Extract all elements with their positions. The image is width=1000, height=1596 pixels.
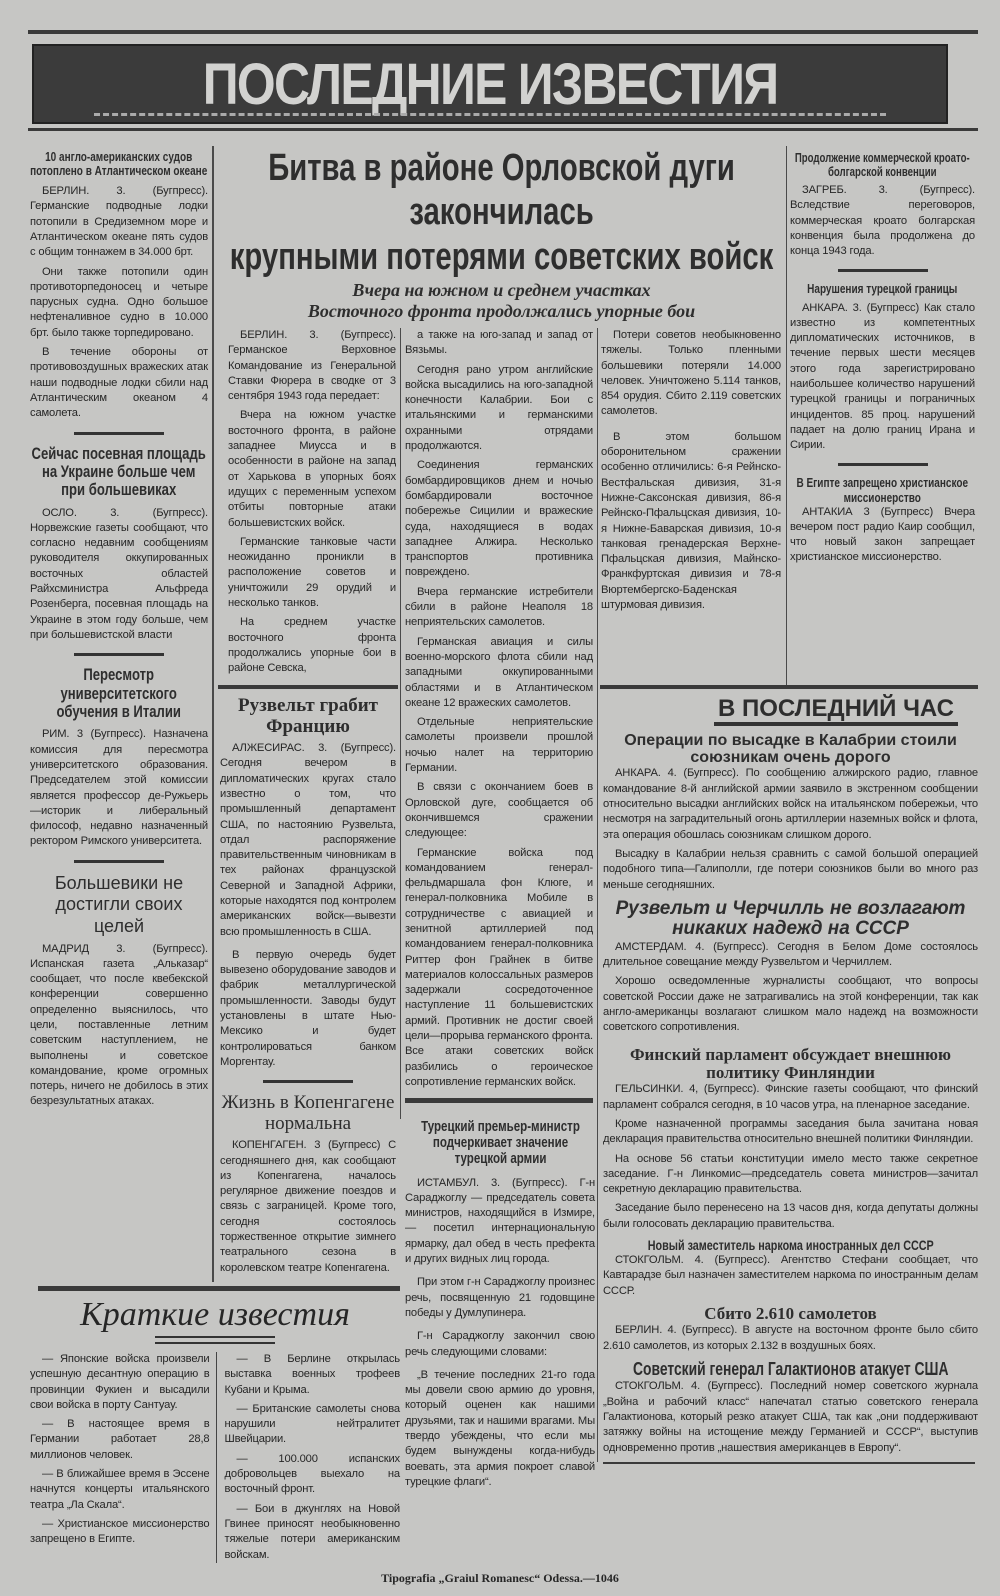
paragraph: Потери советов необыкновенно тяжелы. Только пленными большевики потеряли 14.000 человек. Уничтожено 5.114 танков, 854 орудия. Сбито 2.119 советских самолетов. <box>601 329 781 418</box>
brief-item: — В Берлине открылась выставка военных трофеев Кубани и Крыма. <box>224 1353 400 1396</box>
right-column <box>790 152 975 566</box>
brief-news-title: Краткие известия <box>80 1296 350 1333</box>
column-divider <box>597 328 598 1462</box>
main-headline-line-1: Битва в районе Орловской дуги закончилась <box>268 147 735 233</box>
paragraph: Отдельные неприятельские самолеты произвели прошлой ночью налет на территорию Германии. <box>405 716 593 775</box>
article-egypt-missionaries <box>790 476 975 565</box>
brief-item: — 100.000 испанских добровольцев выехало на восточный фронт. <box>224 1452 400 1496</box>
headline: Рузвельт грабит Францию <box>238 695 378 737</box>
paragraph: АЛЖЕСИРАС. 3. (Бугпресс). Сегодня вечером в дипломатических кругах стало известно о том, что промышленный департамент США, по настоянию Рузвельта, отдал распоряжение правительственным чиновникам в тех районах французской Северной и Западной Африки, которые находятся под контролем американских войск—вывезти всю промышленность в США. <box>220 742 396 938</box>
main-column-2 <box>405 328 593 1111</box>
separator <box>405 1098 593 1103</box>
paragraph: Хорошо осведомленные журналисты сообщают, что вопросы советской России даже не затрагивались на этой конференции, так как англо-американцы возлагают слишком мало надежд на возможности советского сопротивления. <box>603 975 978 1034</box>
headline: Жизнь в Копенгагене нормальна <box>221 1092 395 1134</box>
section-rule <box>218 685 398 689</box>
paragraph: Г-н Сараджоглу закончил свою речь следующими словами: <box>405 1330 595 1358</box>
brief-column-2 <box>225 1352 401 1563</box>
article-copenhagen <box>220 1093 396 1276</box>
paragraph: ОСЛО. 3. (Бугпресс). Норвежские газеты сообщают, что согласно недавним сообщениям руководителя оккупированных восточных областей Райхсминистра Альфреда Розенберга, посевная площадь на Украине в этом году больше, чем при большевистской власти <box>30 506 208 641</box>
headline: Продолжение коммерческой кроато-болгарской конвенции <box>795 151 970 179</box>
paragraph: БЕРЛИН. 3. (Бугпресс). Германские подводные лодки потопили в Средиземном море и Атлантическом океане пять судов с общим тоннажем в 34.000 брт. <box>30 185 208 259</box>
bottom-rule <box>603 1462 975 1464</box>
left-column <box>30 150 208 1110</box>
paragraph: АНКАРА. 4. (Бугпресс). По сообщению алжирского радио, главное командование 8-й английской армии заявило в экстренном сообщении относительно высадки английских войск на итальянском побережьи, что несмотря на заградительный огонь артиллерии наземных войск и флота, эта операция обошлась союзникам слишком дорого. <box>603 767 978 841</box>
paragraph: АМСТЕРДАМ. 4. (Бугпресс). Сегодня в Белом Доме состоялось длительное совещание между Рузвельтом и Черчиллем. <box>603 940 978 969</box>
headline: Сейчас посевная площадь на Украине больше чем при большевиках <box>31 443 207 500</box>
paragraph: ЗАГРЕБ. 3. (Бугпресс). Вследствие переговоров, коммерческая кроато болгарская конвенция была продолжена до конца 1943 года. <box>790 184 975 258</box>
article-roosevelt-france <box>220 696 396 1070</box>
main-column-1 <box>228 328 396 677</box>
paragraph: БЕРЛИН. 3. (Бугпресс). Германское Верховное Командование из Генеральной Ставки Фюрера в сводке от 3 сентября 1943 года передает: <box>228 329 396 403</box>
headline: Нарушения турецкой границы <box>807 281 958 297</box>
article-new-deputy-commissar <box>603 1238 978 1299</box>
paragraph: СТОКГОЛЬМ. 4. (Бугпресс). Последний номер советского журнала „Война и рабочий класс“ напечатал статью советского генерала Галактионова, который резко атакует США, так как „они поддерживают затяжку войны на истощение между Германией и СССР“, выступив одновременно против „нашествия американцев в Европу“. <box>603 1380 978 1454</box>
column-divider <box>212 146 214 1282</box>
turkish-premier-column <box>405 1119 595 1490</box>
article-planes-downed <box>603 1305 978 1354</box>
paragraph: „В течение последних 21-го года мы довели свою армию до уровня, который оценен как нашими друзьями, так и нашими врагами. Мы твердо убеждены, что если мы будем вынуждены когда-нибудь воевать, эта армия покроет славой турецкие флаги“. <box>405 1368 595 1488</box>
paragraph: СТОКГОЛЬМ. 4. (Бугпресс). Агентство Стефани сообщает, что Кавтарадзе был назначен заместителем наркома по иностранным делам СССР. <box>603 1254 978 1297</box>
article-galaktionov <box>603 1360 978 1456</box>
masthead-title: ПОСЛЕДНИЕ ИЗВЕСТИЯ <box>202 51 778 117</box>
paragraph: Германские танковые части неожиданно проникли в расположение советов и уничтожили 29 орудий и несколько танков. <box>228 535 396 610</box>
paragraph: На основе 56 статьи конституции имело место также секретное заседание. Г-н Линкомис—председатель совета министров—зачитал секретную декларацию правительства. <box>603 1152 978 1196</box>
headline: Операции по высадке в Калабрии стоили союзникам очень дорого <box>624 731 957 767</box>
section-rule <box>600 685 978 689</box>
separator <box>74 432 164 435</box>
paragraph: Кроме назначенной программы заседания была зачитана новая декларация правительства относительно внешней политики Финляндии. <box>603 1117 978 1146</box>
paragraph: Германская авиация и силы военно-морского флота сбили над западными оккупированными областями и в Атлантическом океане 12 вражеских самолетов. <box>405 635 593 709</box>
brief-top-rule <box>38 1286 400 1291</box>
paragraph: а также на юго-запад и запад от Вязьмы. <box>405 329 593 357</box>
paragraph: Сегодня рано утром английские войска высадились на юго-западной конечности Калабрии. Бои с итальянскими и германскими охранными отрядами продолжаются. <box>405 363 593 453</box>
paragraph: Соединения германских бомбардировщиков днем и ночью бомбардировали восточное побережье Сицилии и вражеские суда, находящиеся в водах западнее Алжира. Несколько транспортов противника повреждено. <box>405 459 593 579</box>
brief-column-1 <box>30 1352 217 1563</box>
brief-item: — В настоящее время в Германии работает 28,8 миллионов человек. <box>30 1418 210 1461</box>
paragraph: В этом большом оборонительном сражении особенно отличились: 6-я Рейнско-Вестфальская дивизия, 31-я Нижне-Саксонская дивизия, 86-я Рейнско-Пфальцская дивизия, 10-я Нижне-Баварская дивизия, 10-я танковая гренадерская Верхне-Пфальцская дивизия, Майнско-Франкфуртская дивизия и 78-я Вюртембергско-Баденская штурмовая дивизия. <box>601 430 781 612</box>
headline: Турецкий премьер-министр подчеркивает значение турецкой армии <box>420 1118 580 1168</box>
paragraph: В связи с окончанием боев в Орловской дуге, сообщается об окончившемся сражении следующее: <box>405 781 593 840</box>
headline: В Египте запрещено христианское миссионерство <box>796 475 969 505</box>
brief-item: — Японские войска произвели успешную десантную операцию в провинции Фукиен и высадили свои войска в порту Сантуау. <box>30 1353 210 1411</box>
paragraph: ИСТАМБУЛ. 3. (Бугпресс). Г-н Сараджоглу — председатель совета министров, находящийся в Измире,— посетил интернациональную ярмарку, дал обед в честь префекта и других видных лиц города. <box>405 1176 595 1266</box>
headline: 10 англо-американских судов потоплено в Атлантическом океане <box>30 149 208 179</box>
paragraph: Заседание было перенесено на 13 часов дня, когда депутаты должны были голосовать декларацию правительства. <box>603 1202 978 1230</box>
paragraph: АНТАКИА 3 (Бугпресс) Вчера вечером пост радио Каир сообщил, что новый закон запрещает христианское миссионерство. <box>790 505 975 564</box>
masthead-bottom-rule <box>28 128 978 131</box>
headline: Финский парламент обсуждает внешнюю политику Финляндии <box>629 1044 952 1082</box>
title-underline <box>155 1336 275 1344</box>
article-roosevelt-churchill <box>603 899 978 1036</box>
headline: Новый заместитель наркома иностранных дел СССР <box>647 1237 934 1254</box>
main-subhead-line-2: Восточного фронта продолжались упорные бои <box>307 301 696 321</box>
brief-item: — Христианское миссионерство запрещено в Египте. <box>30 1517 210 1546</box>
paragraph: ГЕЛЬСИНКИ. 4, (Бугпресс). Финские газеты сообщают, что финский парламент собрался сегодня, в 10 часов утра, на пленарное заседание. <box>603 1083 978 1111</box>
brief-item: — Британские самолеты снова нарушили нейтралитет Швейцарии. <box>224 1402 400 1446</box>
paragraph: МАДРИД 3. (Бугпресс). Испанская газета „Альказар“ сообщает, что после квебекской конференции совершенно определенно выяснилось, что цели, поставленные летним советским наступлением, не выполнены и советское командование, кроме огромных потерь, ничего не добилось в этих безрезультатных атаках. <box>30 942 208 1108</box>
article-ukraine-sown-area <box>30 445 208 644</box>
paragraph: РИМ. 3 (Бугпресс). Назначена комиссия для пересмотра университетского образования. Председателем этой комиссии является профессор де-Ружьерь—историк и либеральный философ, недавно назначенный ректором Римского университета. <box>30 728 208 848</box>
masthead-ornament <box>94 109 886 116</box>
paragraph: В течение обороны от противовоздушных вражеских атак наши подводные лодки сбили над Атлантическим океаном 4 самолета. <box>30 346 208 420</box>
main-story-header <box>218 146 785 322</box>
article-italy-university <box>30 666 208 849</box>
separator <box>263 1080 353 1083</box>
separator <box>838 269 928 272</box>
main-column-3 <box>601 328 781 613</box>
paragraph: БЕРЛИН. 4. (Бугпресс). В августе на восточном фронте было сбито 2.610 самолетов, из которых 2.132 в воздушных боях. <box>603 1324 978 1352</box>
article-ships-sunk <box>30 150 208 422</box>
separator <box>74 860 164 863</box>
masthead <box>32 44 948 124</box>
article-turkish-border <box>790 282 975 453</box>
main-subhead-line-1: Вчера на южном и среднем участках <box>352 280 651 300</box>
brief-item: — Бои в джунглях на Новой Гвинее приносят необыкновенно тяжелые потери американским войскам. <box>224 1502 400 1561</box>
article-croat-bulgarian-convention <box>790 152 975 259</box>
paragraph: При этом г-н Сараджоглу произнес речь, посвященную 21 годовщине победы у Думлупинера. <box>405 1276 595 1319</box>
headline: Большевики не достигли своих целей <box>54 872 184 936</box>
middle-column <box>220 696 396 1276</box>
paragraph: Германские войска под командованием генерал-фельдмаршала фон Клюге, и генерал-полковника Мобиле в сотрудничестве с авиацией и зенитной артиллерией под командованием генерал-полковника Риттер фон Грайнек в битве материалов колоссальных размеров задержали сосредоточенное наступление 11 большевистских армий. Противник не достиг своей цели—прорыва германского фронта. Все атаки советских войск разбились о героическое сопротивление германских войск. <box>405 846 593 1088</box>
last-hour-section <box>603 696 978 1456</box>
main-headline-line-2: крупными потерями советских войск <box>229 236 774 278</box>
column-divider <box>786 146 787 685</box>
paragraph: В первую очередь будет вывезено оборудование заводов и фабрик металлургической промышленности. Заводы будут установлены в штате Нью-Мексико и будет контролироваться банком Моргентау. <box>220 948 396 1068</box>
brief-item: — В ближайшее время в Эссене начнутся концерты итальянского театра „Ла Скала“. <box>30 1468 210 1511</box>
article-calabria <box>603 732 978 893</box>
separator <box>74 653 164 656</box>
separator <box>838 463 928 466</box>
section-title: В ПОСЛЕДНИЙ ЧАС <box>714 696 958 726</box>
article-finnish-parliament <box>603 1046 978 1232</box>
column-divider <box>400 328 401 1119</box>
headline: Рузвельт и Черчилль не возлагают никаких надежд на СССР <box>615 897 966 940</box>
headline: Советский генерал Галактионов атакует США <box>632 1358 949 1379</box>
paragraph: Вчера германские истребители сбили в районе Неаполя 18 неприятельских самолетов. <box>405 585 593 629</box>
paragraph: АНКАРА. 3. (Бугпресс) Как стало известно из компетентных дипломатических источников, в течение первых шести месяцев этого года зарегистрировано наибольшее количество нарушений турецкой границы и пограничных инцидентов. 85 проц. нарушений падает на долю границ Ирана и Сирии. <box>790 301 975 452</box>
paragraph: Они также потопили один противоторпедоносец и четыре парусных судна. Одно большое нефтеналивное судно в 10.000 брт. было также торпедировано. <box>30 265 208 339</box>
paragraph: Вчера на южном участке восточного фронта, в районе западнее Миусса и в особенности в районе на запад от Харькова в упорных боях идущих с переменным успехом отбиты повторные атаки большевистских войск. <box>228 409 396 529</box>
headline: Пересмотр университетского обучения в Италии <box>56 665 182 721</box>
brief-news-section <box>30 1286 400 1563</box>
top-rule <box>28 30 978 34</box>
paragraph: КОПЕНГАГЕН. 3 (Бугпресс) С сегодняшнего дня, как сообщают из Копенгагена, началось регулярное движение поездов и связь с заграницей. Кроме того, сегодня состоялось торжественное открытие зимнего театрального сезона в королевском театре Копенгагена. <box>220 1139 396 1274</box>
printer-imprint: Tipografia „Graiul Romanesc“ Odessa.—1046 <box>381 1571 619 1585</box>
paragraph: На среднем участке восточного фронта продолжались упорные бои в районе Севска, <box>228 616 396 675</box>
headline: Сбито 2.610 самолетов <box>704 1304 877 1324</box>
article-turkish-premier <box>405 1119 595 1490</box>
paragraph: Высадку в Калабрии нельзя сравнить с самой большой операцией подобного типа—Галиполли, где потери союзников были во много раз меньше сегодняшних. <box>603 847 978 891</box>
article-bolsheviks-goals <box>30 873 208 1110</box>
